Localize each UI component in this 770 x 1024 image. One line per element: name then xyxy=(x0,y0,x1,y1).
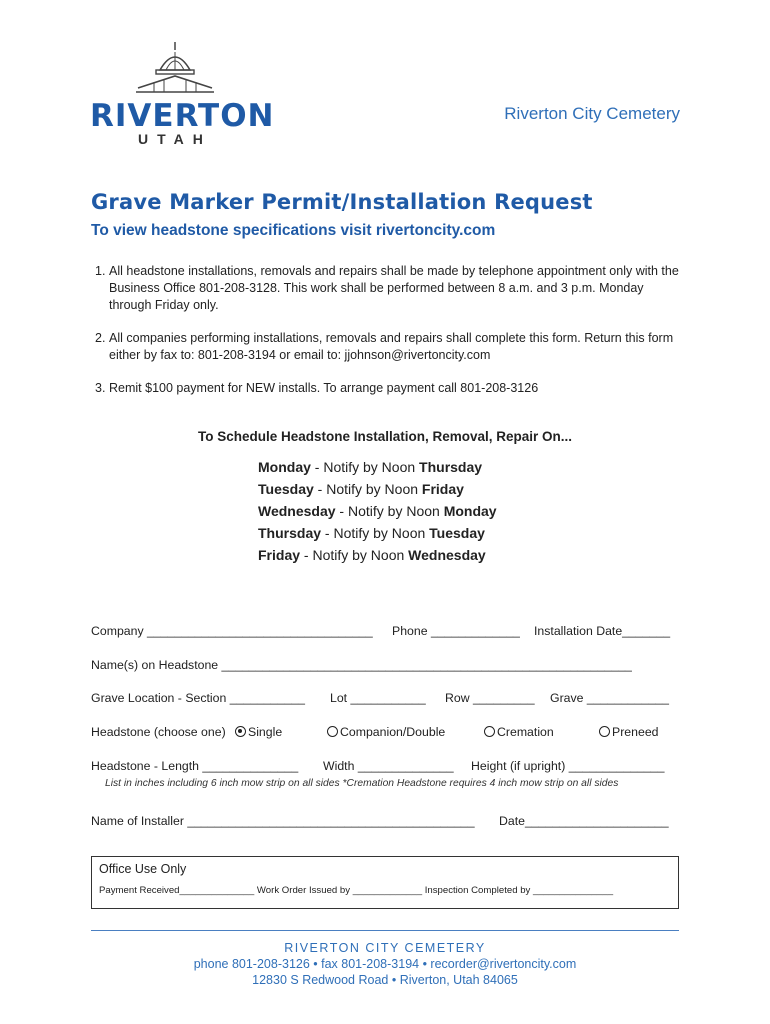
footer-title: RIVERTON CITY CEMETERY xyxy=(284,941,486,955)
radio-empty-icon[interactable] xyxy=(484,726,495,737)
schedule-row xyxy=(258,544,497,566)
option-companion-label: Companion/Double xyxy=(340,725,446,739)
section-field[interactable]: Grave Location - Section ___________ xyxy=(91,691,305,705)
page-subtitle: To view headstone specifications visit rivertoncity.com xyxy=(91,222,496,239)
schedule-mid: - Notify by Noon xyxy=(321,525,430,541)
rule-number: 1. xyxy=(95,264,106,278)
names-on-headstone-field[interactable]: Name(s) on Headstone ____________________________________________________________ xyxy=(91,658,632,672)
page-title: Grave Marker Permit/Installation Request xyxy=(91,190,593,214)
company-field[interactable]: Company _________________________________ xyxy=(91,624,373,638)
radio-empty-icon[interactable] xyxy=(327,726,338,737)
schedule-mid: - Notify by Noon xyxy=(310,459,420,475)
date-field[interactable]: Date_____________________ xyxy=(499,814,669,828)
width-field[interactable]: Width ______________ xyxy=(323,759,454,773)
schedule-mid: - Notify by Noon xyxy=(313,481,422,497)
logo-subtitle: UTAH xyxy=(138,131,212,147)
schedule-notify-day: Friday xyxy=(421,481,464,497)
height-field[interactable]: Height (if upright) ______________ xyxy=(471,759,665,773)
schedule-notify-day: Monday xyxy=(443,503,497,519)
schedule-mid: - Notify by Noon xyxy=(335,503,444,519)
lot-field[interactable]: Lot ___________ xyxy=(330,691,426,705)
cemetery-name: Riverton City Cemetery xyxy=(504,104,680,123)
footer-divider xyxy=(91,930,679,931)
option-single-label: Single xyxy=(248,725,283,739)
schedule-day: Thursday xyxy=(258,525,322,541)
grave-field[interactable]: Grave ____________ xyxy=(550,691,669,705)
rule-item xyxy=(95,380,685,397)
schedule-day: Friday xyxy=(258,547,301,563)
radio-empty-icon[interactable] xyxy=(599,726,610,737)
option-preneed-label: Preneed xyxy=(612,725,659,739)
schedule-row xyxy=(258,456,497,478)
inspection-field[interactable]: Inspection Completed by _______________ xyxy=(424,885,614,896)
schedule-row xyxy=(258,478,497,500)
rule-text: Remit $100 payment for NEW installs. To arrange payment call 801-208-3126 xyxy=(109,381,539,395)
row-field[interactable]: Row _________ xyxy=(445,691,535,705)
radio-selected-icon[interactable] xyxy=(235,726,246,737)
installation-date-field[interactable]: Installation Date_______ xyxy=(534,624,671,638)
rule-text: All companies performing installations, removals and repairs shall complete this form. Return this form either by fax to: 801-208-3194 or email to: jjohnson@rivertoncity.com xyxy=(109,331,674,362)
schedule-notify-day: Tuesday xyxy=(429,525,485,541)
rule-number: 2. xyxy=(95,331,106,345)
phone-field[interactable]: Phone _____________ xyxy=(392,624,520,638)
length-field[interactable]: Headstone - Length ______________ xyxy=(91,759,299,773)
office-use-box xyxy=(91,856,679,909)
schedule-row xyxy=(258,500,497,522)
office-use-fields xyxy=(99,885,613,896)
schedule-notify-day: Thursday xyxy=(419,459,483,475)
riverton-logo xyxy=(88,40,275,147)
headstone-type-label: Headstone (choose one) xyxy=(91,725,226,739)
installer-name-field[interactable]: Name of Installer __________________________________________ xyxy=(91,814,475,828)
footer-address: 12830 S Redwood Road • Riverton, Utah 84065 xyxy=(252,973,518,987)
logo-wordmark: RIVERTON xyxy=(90,98,275,134)
rules-list xyxy=(95,263,685,413)
schedule-day: Monday xyxy=(258,459,311,475)
work-order-field[interactable]: Work Order Issued by _____________ xyxy=(256,885,423,896)
option-companion-double[interactable] xyxy=(327,725,445,739)
schedule-day: Tuesday xyxy=(258,481,314,497)
schedule-heading: To Schedule Headstone Installation, Removal, Repair On... xyxy=(197,429,573,444)
schedule-day: Wednesday xyxy=(258,503,336,519)
option-single[interactable] xyxy=(235,725,282,739)
footer-contact: phone 801-208-3126 • fax 801-208-3194 • recorder@rivertoncity.com xyxy=(193,957,577,971)
rule-item xyxy=(95,263,685,314)
option-cremation[interactable] xyxy=(484,725,554,739)
rule-number: 3. xyxy=(95,381,106,395)
rule-text: All headstone installations, removals and repairs shall be made by telephone appointment only with the Business Office 801-208-3128. This work shall be performed between 8 a.m. and 3 p.m. Monday through Friday only. xyxy=(109,264,679,312)
footer xyxy=(0,940,770,988)
office-use-title: Office Use Only xyxy=(99,862,187,876)
schedule-notify-day: Wednesday xyxy=(408,547,486,563)
payment-received-field[interactable]: Payment Received______________ xyxy=(99,885,255,896)
option-cremation-label: Cremation xyxy=(497,725,554,739)
schedule-list xyxy=(258,456,497,566)
schedule-row xyxy=(258,522,497,544)
schedule-mid: - Notify by Noon xyxy=(300,547,409,563)
city-hall-dome-icon xyxy=(134,40,216,98)
option-preneed[interactable] xyxy=(599,725,659,739)
dimensions-note: List in inches including 6 inch mow strip on all sides *Cremation Headstone requires 4 inch mow strip on all sides xyxy=(105,778,619,789)
rule-item xyxy=(95,330,685,364)
